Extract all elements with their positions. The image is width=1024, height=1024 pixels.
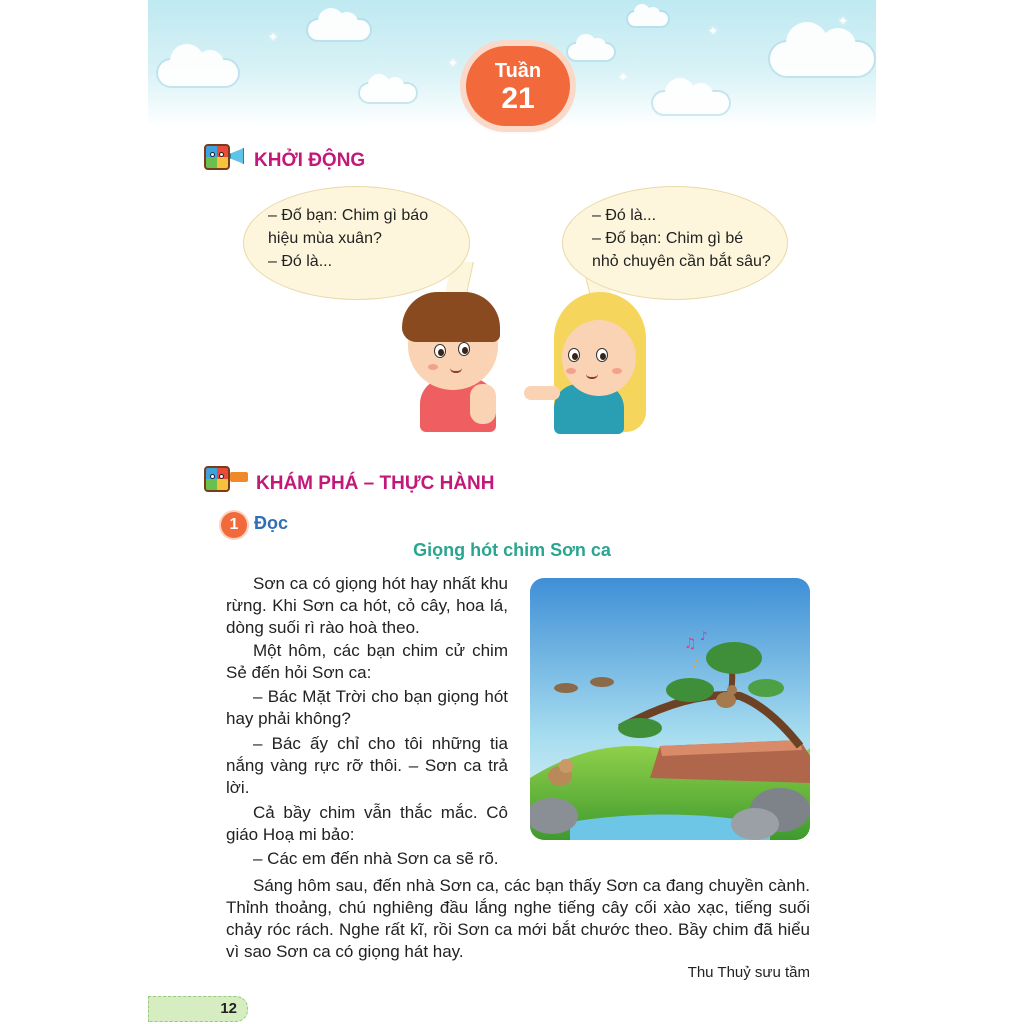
story-paragraph: Cả bầy chim vẫn thắc mắc. Cô giáo Hoạ mi bảo: [226, 803, 508, 844]
bubble-left-text [268, 204, 458, 273]
bubble-right-line: – Đố bạn: Chim gì bé [592, 230, 744, 247]
boy-illustration [400, 292, 504, 438]
cloud-decoration [568, 44, 614, 60]
cloud-decoration [308, 20, 370, 40]
story-paragraph: Sơn ca có giọng hót hay nhất khu rừng. Khi Sơn ca hót, cỏ cây, hoa lá, dòng suối rì rào hoà theo. [226, 574, 508, 637]
activity-label: Đọc [254, 513, 289, 533]
cloud-decoration [653, 92, 729, 114]
author-credit: Thu Thuỷ sưu tầm [687, 964, 810, 981]
cube-telescope-icon [200, 460, 246, 500]
story-paragraph: – Bác Mặt Trời cho bạn giọng hót hay phải không? [226, 687, 508, 728]
svg-text:♪: ♪ [700, 629, 708, 643]
activity-number: 1 [221, 512, 247, 538]
week-number: 21 [501, 82, 535, 115]
page-number-tab [148, 996, 248, 1022]
bubble-right-text [592, 204, 782, 273]
girl-illustration [524, 292, 654, 438]
story-title: Giọng hót chim Sơn ca [413, 540, 611, 560]
week-badge [466, 46, 570, 126]
cloud-decoration [158, 60, 238, 86]
week-label: Tuần [494, 60, 542, 82]
svg-text:♪: ♪ [692, 657, 700, 671]
star-icon: ✦ [268, 30, 279, 44]
bubble-right-line: – Đó là... [592, 207, 657, 224]
star-icon: ✦ [708, 24, 719, 38]
cloud-decoration [360, 84, 416, 102]
cloud-decoration [770, 42, 874, 76]
warmup-title: KHỞI ĐỘNG [254, 150, 366, 171]
cloud-decoration [628, 12, 668, 26]
bubble-right-line: nhỏ chuyên cần bắt sâu? [592, 253, 771, 270]
star-icon: ✦ [618, 70, 629, 84]
story-paragraph: – Các em đến nhà Sơn ca sẽ rõ. [253, 849, 499, 868]
story-paragraph: – Bác ấy chỉ cho tôi những tia nắng vàng rực rỡ thôi. – Sơn ca trả lời. [226, 734, 508, 797]
explore-title: KHÁM PHÁ – THỰC HÀNH [256, 473, 495, 494]
skylark-illustration [530, 578, 810, 840]
bubble-left-line: hiệu mùa xuân? [268, 230, 382, 247]
bubble-left-line: – Đố bạn: Chim gì báo [268, 207, 429, 224]
page-number: 12 [220, 1000, 237, 1017]
story-paragraph: Một hôm, các bạn chim cử chim Sẻ đến hỏi Sơn ca: [226, 641, 508, 682]
star-icon: ✦ [448, 56, 459, 70]
svg-text:♫: ♫ [684, 636, 697, 652]
star-icon: ✦ [838, 14, 849, 28]
cube-megaphone-icon [200, 138, 246, 178]
story-paragraph: Sáng hôm sau, đến nhà Sơn ca, các bạn thấy Sơn ca đang chuyền cành. Thỉnh thoảng, chú nghiêng đầu lắng nghe tiếng cây cối xào xạc, tiếng suối chảy róc rách. Nghe rất kĩ, rồi Sơn ca mới bắt chước theo. Bầy chim đã hiểu vì sao Sơn ca có giọng hát hay. [226, 876, 810, 961]
bubble-left-line: – Đó là... [268, 253, 333, 270]
